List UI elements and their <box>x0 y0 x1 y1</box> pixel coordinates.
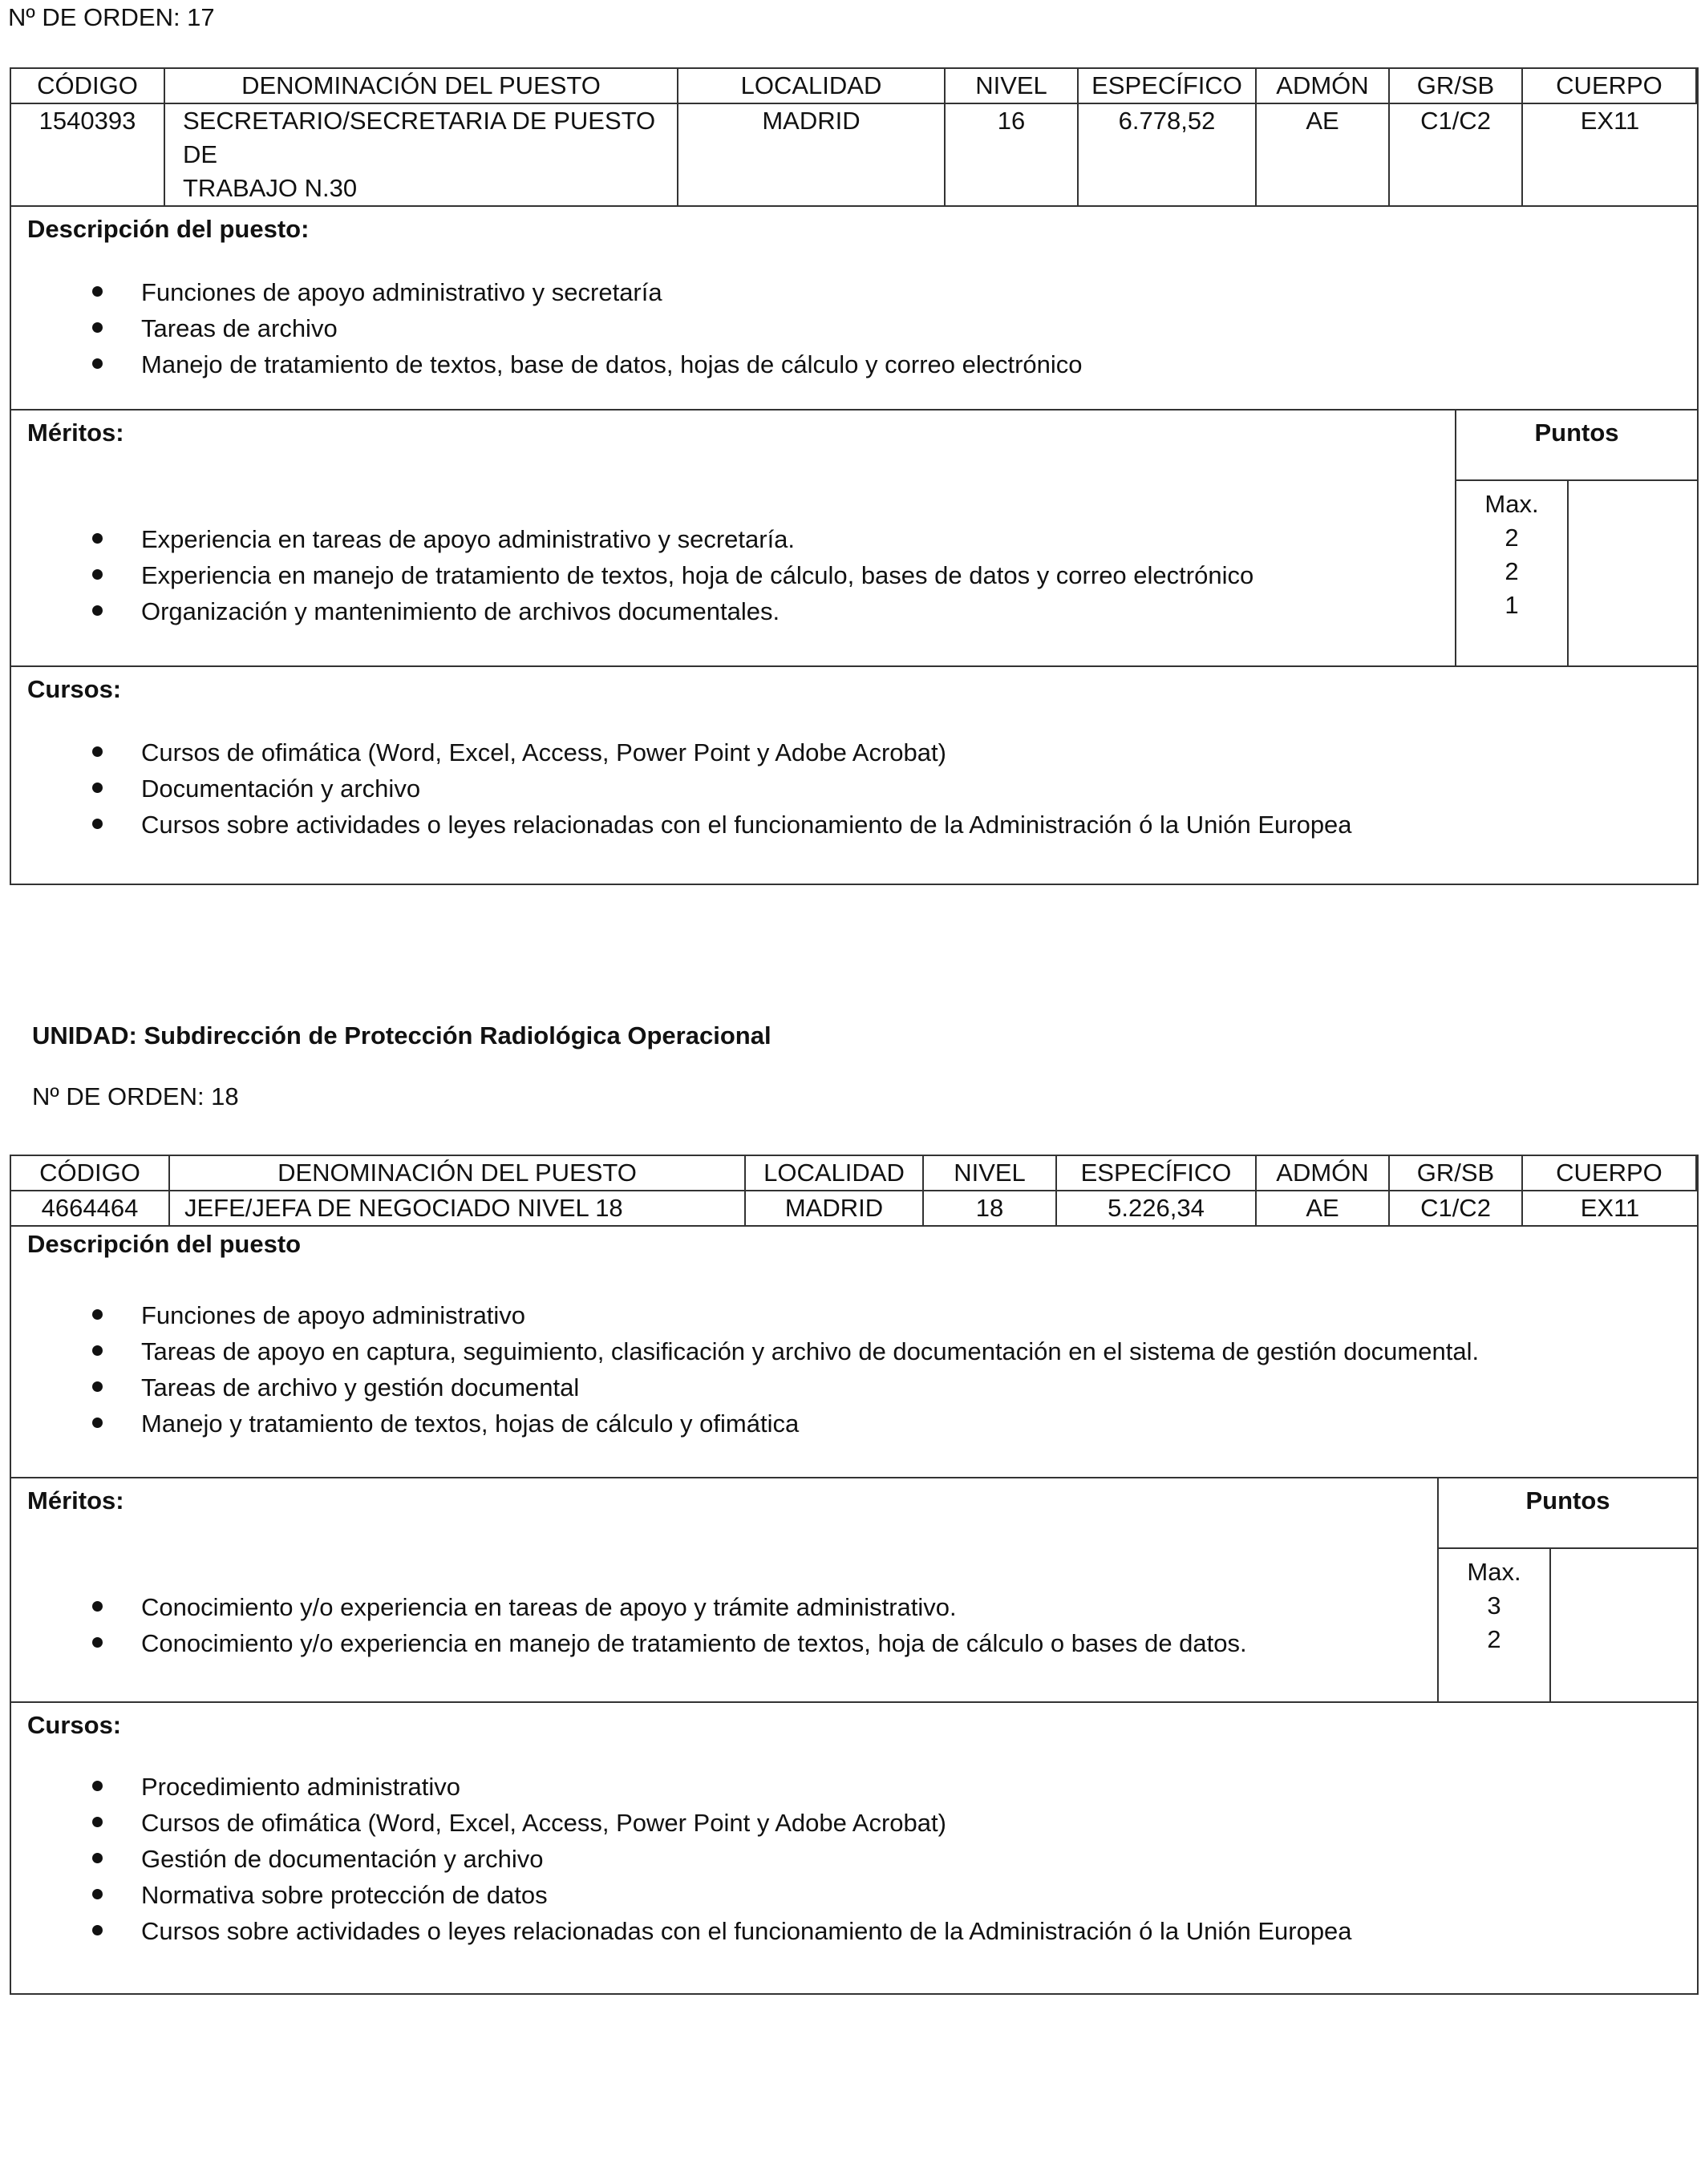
cell-localidad: MADRID <box>678 104 946 205</box>
cell-cuerpo: EX11 <box>1580 1194 1640 1222</box>
col-header-admon: ADMÓN <box>1257 1156 1390 1191</box>
position-header-grid <box>11 1156 1697 1227</box>
descripcion-section <box>11 207 1697 411</box>
position-header-grid <box>11 69 1697 207</box>
bullet-icon <box>92 322 103 333</box>
cell-grsb: C1/C2 <box>1390 104 1523 205</box>
col-header-nivel: NIVEL <box>924 1156 1057 1191</box>
cell-nivel: 16 <box>946 104 1079 205</box>
descripcion-title: Descripción del puesto <box>27 1230 302 1258</box>
col-header-especifico: ESPECÍFICO <box>1057 1156 1257 1191</box>
max-label: Max. <box>1467 1558 1521 1586</box>
cell-localidad: MADRID <box>746 1191 924 1225</box>
bullet-icon <box>92 1637 103 1648</box>
list-item: Experiencia en manejo de tratamiento de textos, hoja de cálculo, bases de datos y correo electrónico <box>11 557 1253 593</box>
descripcion-section <box>11 1227 1697 1478</box>
list-item: Procedimiento administrativo <box>11 1769 1352 1805</box>
max-value: 2 <box>1487 1625 1501 1653</box>
bullet-icon <box>92 1601 103 1612</box>
puntos-title: Puntos <box>1525 1486 1610 1515</box>
cell-codigo: 1540393 <box>11 104 165 205</box>
list-item: Cursos sobre actividades o leyes relacionadas con el funcionamiento de la Administración ó la Unión Europea <box>11 807 1352 843</box>
cell-especifico: 6.778,52 <box>1079 104 1257 205</box>
cell-cuerpo: EX11 <box>1580 107 1640 135</box>
col-header-cuerpo: CUERPO <box>1523 1156 1697 1191</box>
puntos-blank-cell <box>1567 479 1697 665</box>
list-item: Manejo y tratamiento de textos, hojas de cálculo y ofimática <box>11 1405 1479 1442</box>
list-item: Funciones de apoyo administrativo y secretaría <box>11 274 1083 310</box>
cell-codigo: 4664464 <box>11 1191 170 1225</box>
order-number-17: Nº DE ORDEN: 17 <box>8 3 215 31</box>
bullet-icon <box>92 533 103 544</box>
cursos-section <box>11 1703 1697 1992</box>
bullet-icon <box>92 819 103 829</box>
puntos-title: Puntos <box>1534 419 1619 447</box>
max-value: 3 <box>1487 1591 1501 1620</box>
cell-nivel: 18 <box>924 1191 1057 1225</box>
list-item: Manejo de tratamiento de textos, base de datos, hojas de cálculo y correo electrónico <box>11 346 1083 382</box>
cursos-title: Cursos: <box>27 675 122 703</box>
unidad-heading: UNIDAD: Subdirección de Protección Radiológica Operacional <box>32 1021 772 1050</box>
cell-denominacion <box>165 104 678 205</box>
bullet-icon <box>92 1381 103 1392</box>
col-header-codigo: CÓDIGO <box>11 1156 170 1191</box>
puntos-column <box>1437 1478 1697 1701</box>
max-value: 2 <box>1505 557 1519 585</box>
list-item: Documentación y archivo <box>11 770 1352 807</box>
col-header-especifico: ESPECÍFICO <box>1079 69 1257 104</box>
list-item: Cursos de ofimática (Word, Excel, Access, Power Point y Adobe Acrobat) <box>11 734 1352 770</box>
meritos-section <box>11 1478 1697 1703</box>
cell-grsb: C1/C2 <box>1390 1191 1523 1225</box>
bullet-icon <box>92 605 103 616</box>
bullet-icon <box>92 1889 103 1899</box>
bullet-icon <box>92 1817 103 1827</box>
cursos-list <box>11 1769 1352 1949</box>
bullet-icon <box>92 569 103 580</box>
bullet-icon <box>92 1925 103 1935</box>
meritos-title: Méritos: <box>27 1486 124 1515</box>
max-value: 1 <box>1505 591 1519 619</box>
puntos-column <box>1455 411 1697 665</box>
list-item: Conocimiento y/o experiencia en tareas de apoyo y trámite administrativo. <box>11 1589 1247 1625</box>
list-item: Organización y mantenimiento de archivos documentales. <box>11 593 1253 629</box>
cursos-title: Cursos: <box>27 1711 122 1739</box>
list-item: Funciones de apoyo administrativo <box>11 1297 1479 1333</box>
cell-denominacion: JEFE/JEFA DE NEGOCIADO NIVEL 18 <box>170 1191 746 1225</box>
bullet-icon <box>92 286 103 297</box>
cell-especifico: 5.226,34 <box>1057 1191 1257 1225</box>
bullet-icon <box>92 1345 103 1356</box>
list-item: Tareas de archivo <box>11 310 1083 346</box>
max-value: 2 <box>1505 524 1519 552</box>
puntos-values <box>1439 1555 1549 1656</box>
list-item: Conocimiento y/o experiencia en manejo de tratamiento de textos, hoja de cálculo o bases de datos. <box>11 1625 1247 1661</box>
meritos-list <box>11 1589 1247 1661</box>
bullet-icon <box>92 1309 103 1320</box>
puntos-blank-cell <box>1549 1547 1697 1701</box>
cell-denominacion-line2: TRABAJO N.30 <box>183 174 358 202</box>
bullet-icon <box>92 746 103 757</box>
meritos-list <box>11 521 1253 629</box>
list-item: Gestión de documentación y archivo <box>11 1841 1352 1877</box>
cursos-list <box>11 734 1352 843</box>
bullet-icon <box>92 1853 103 1863</box>
descripcion-title: Descripción del puesto: <box>27 215 310 243</box>
puntos-values <box>1456 487 1567 622</box>
col-header-nivel: NIVEL <box>946 69 1079 104</box>
col-header-localidad: LOCALIDAD <box>678 69 946 104</box>
cell-denominacion-line1: SECRETARIO/SECRETARIA DE PUESTO DE <box>183 107 656 168</box>
position-table-18 <box>10 1155 1699 1995</box>
list-item: Tareas de apoyo en captura, seguimiento, clasificación y archivo de documentación en el sistema de gestión documental. <box>11 1333 1479 1369</box>
col-header-codigo: CÓDIGO <box>11 69 165 104</box>
meritos-section <box>11 411 1697 667</box>
bullet-icon <box>92 1781 103 1791</box>
position-table-17 <box>10 67 1699 885</box>
cell-admon: AE <box>1257 104 1390 205</box>
col-header-admon: ADMÓN <box>1257 69 1390 104</box>
list-item: Cursos de ofimática (Word, Excel, Access, Power Point y Adobe Acrobat) <box>11 1805 1352 1841</box>
col-header-denominacion: DENOMINACIÓN DEL PUESTO <box>170 1156 746 1191</box>
col-header-denominacion: DENOMINACIÓN DEL PUESTO <box>165 69 678 104</box>
col-header-grsb: GR/SB <box>1390 1156 1523 1191</box>
descripcion-list <box>11 1297 1479 1442</box>
list-item: Tareas de archivo y gestión documental <box>11 1369 1479 1405</box>
bullet-icon <box>92 358 103 369</box>
bullet-icon <box>92 783 103 793</box>
cursos-section <box>11 667 1697 916</box>
col-header-cuerpo: CUERPO <box>1523 69 1697 104</box>
col-header-grsb: GR/SB <box>1390 69 1523 104</box>
bullet-icon <box>92 1418 103 1428</box>
descripcion-list <box>11 274 1083 382</box>
max-label: Max. <box>1484 490 1539 518</box>
list-item: Normativa sobre protección de datos <box>11 1877 1352 1913</box>
cell-admon: AE <box>1257 1191 1390 1225</box>
list-item: Cursos sobre actividades o leyes relacionadas con el funcionamiento de la Administración ó la Unión Europea <box>11 1913 1352 1949</box>
list-item: Experiencia en tareas de apoyo administrativo y secretaría. <box>11 521 1253 557</box>
order-number-18: Nº DE ORDEN: 18 <box>32 1082 239 1110</box>
meritos-title: Méritos: <box>27 419 124 447</box>
col-header-localidad: LOCALIDAD <box>746 1156 924 1191</box>
